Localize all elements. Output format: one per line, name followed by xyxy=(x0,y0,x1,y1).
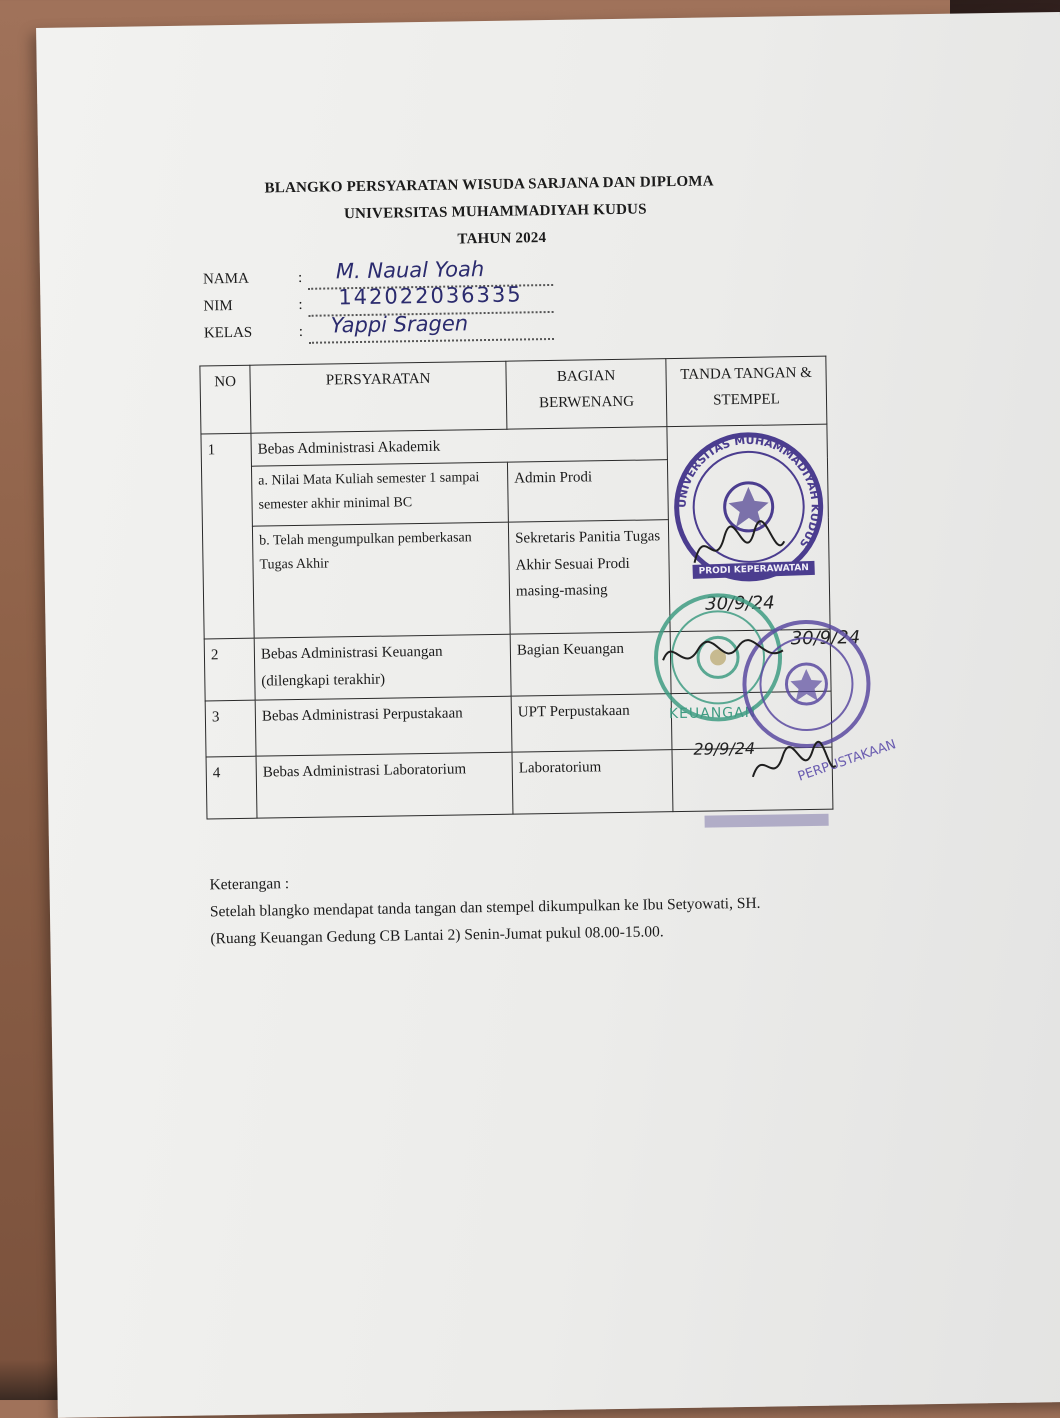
row-bagian: Bagian Keuangan xyxy=(510,632,671,697)
row-title: Bebas Administrasi Keuangan (dilengkapi terakhir) xyxy=(254,634,511,700)
row-bagian: Laboratorium xyxy=(512,750,673,815)
stamp-keuangan-label: KEUANGAN xyxy=(668,704,757,723)
table-row xyxy=(206,747,833,819)
field-label-nama: NAMA xyxy=(202,270,249,288)
stamp-perpustakaan-label: PERPUSTAKAAN xyxy=(796,737,899,785)
doc-title-line-2: UNIVERSITAS MUHAMMADIYAH KUDUS xyxy=(343,201,647,223)
sub-marker: b. xyxy=(259,533,270,549)
field-value-nim: 142022036335 xyxy=(338,282,523,310)
row-bagian: Sekretaris Panitia Tugas Akhir Sesuai Prodi masing-masing xyxy=(508,520,670,634)
row-no: 4 xyxy=(206,756,257,819)
field-label-nim: NIM xyxy=(203,297,233,315)
keterangan-heading: Keterangan : xyxy=(209,875,290,894)
doc-title-line-1: BLANGKO PERSYARATAN WISUDA SARJANA DAN DIPLOMA xyxy=(264,173,714,197)
stamp-prodi-ring-text: UNIVERSITAS MUHAMMADIYAH KUDUS xyxy=(675,433,822,551)
row-title: Bebas Administrasi Perpustakaan xyxy=(255,696,512,756)
stamp-prodi-label: PRODI KEPERAWATAN xyxy=(692,561,815,579)
row-bagian: Admin Prodi xyxy=(507,460,668,523)
signature-keuangan xyxy=(658,628,789,680)
sub-text: Telah mengumpulkan pemberkasan Tugas Akhir xyxy=(259,530,472,573)
sub-text: Nilai Mata Kuliah semester 1 sampai semester akhir minimal BC xyxy=(258,470,480,513)
row-no: 2 xyxy=(204,638,255,701)
field-label-kelas: KELAS xyxy=(203,324,253,342)
signature-laboratorium xyxy=(747,736,838,797)
row-no: 3 xyxy=(205,700,256,757)
doc-title-line-3: TAHUN 2024 xyxy=(457,230,547,248)
table-header-row xyxy=(200,356,827,434)
header-no: NO xyxy=(200,365,251,434)
keterangan-line-1: Setelah blangko mendapat tanda tangan dan stempel dikumpulkan ke Ibu Setyowati, SH. xyxy=(209,894,761,921)
row-bagian: UPT Perpustakaan xyxy=(511,694,672,753)
signature-prodi xyxy=(684,516,795,578)
field-value-kelas: Yappi Sragen xyxy=(330,311,469,338)
faded-stamp-strip xyxy=(705,814,829,828)
row-title: Bebas Administrasi Akademik xyxy=(251,427,667,467)
field-value-nama: M. Naual Yoah xyxy=(335,257,485,284)
sub-marker: a. xyxy=(258,473,269,489)
row-title: Bebas Administrasi Laboratorium xyxy=(256,752,513,818)
handwritten-date-2: 30/9/24 xyxy=(790,627,861,650)
document-paper: BLANGKO PERSYARATAN WISUDA SARJANA DAN DIPLOMA UNIVERSITAS MUHAMMADIYAH KUDUS TAHUN 2024 NAMA : M. Naual Yoah NIM : 142022036335 KELAS : Yappi Sragen NO PERSYARATAN BAGIAN BERWENANG TANDA TANGAN & STEMPEL 1 Bebas Administrasi Akademik a. Nilai Mata Kuliah semester 1 sampai semester akhir minimal BC Admin Prodi b. Telah mengumpulkan pemberkasan Tugas Akhir Sekretaris Panitia Tugas Akhir Sesuai Prodi masing-masing 2 Bebas Administrasi Keuangan (dilengkapi terakhir) Bagian Keuangan 3 Bebas Administrasi Perpustakaan UPT Perpustakaan 4 Bebas Administrasi Laboratorium Laboratorium UNIVERSITAS MUHAMMADIYAH KUDUS PRODI KEPERAWATAN 30/9/24 KEUANGAN 30/9/24 PERPUSTAKAAN 29/9/24 Keterangan : Setelah blangko mendapat tanda tangan dan stempel dikumpulkan ke Ibu Setyowati, SH. (Ruang Keuangan Gedung CB Lantai 2) Senin-Jumat pukul 08.00-15.00. xyxy=(36,12,1060,1418)
keterangan-line-2: (Ruang Keuangan Gedung CB Lantai 2) Senin-Jumat pukul 08.00-15.00. xyxy=(210,923,664,948)
header-bagian: BAGIAN BERWENANG xyxy=(506,359,667,430)
handwritten-date-1: 30/9/24 xyxy=(705,592,775,615)
row-no: 1 xyxy=(201,433,254,639)
header-ttd: TANDA TANGAN & STEMPEL xyxy=(666,356,827,427)
handwritten-date-3: 29/9/24 xyxy=(693,738,756,759)
field-line-kelas xyxy=(309,338,554,344)
header-persyaratan: PERSYARATAN xyxy=(250,361,507,433)
